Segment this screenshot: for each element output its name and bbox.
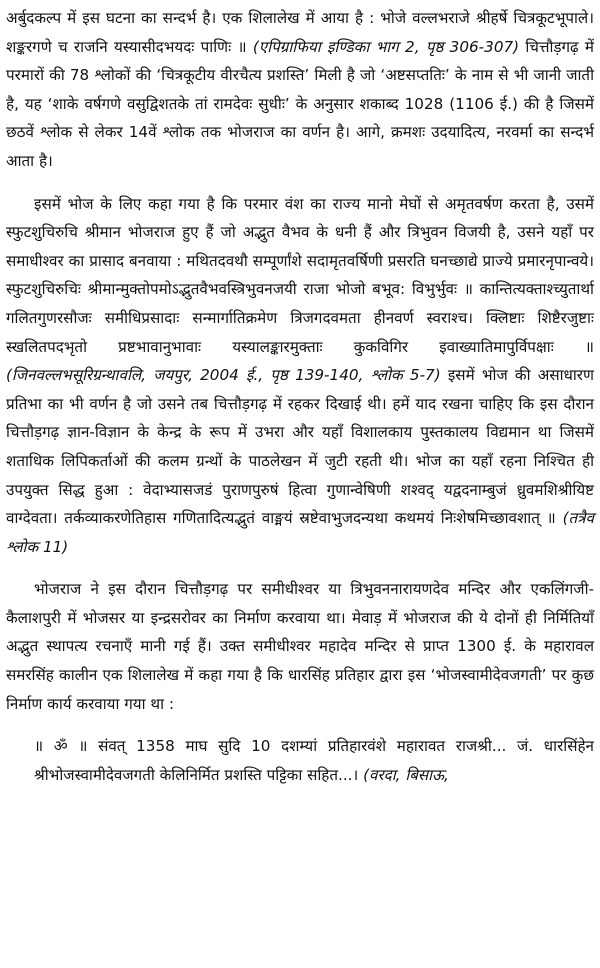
paragraph-1-text-b: चित्तौड़गढ़ में परमारों की 78 श्लोकों की ‘चित्रकूटीय वीरचैत्य प्रशस्ति’ मिली है जो ‘अष्टसप्ततिः’ के नाम से भी जानी जाती है, यह ‘शाके वर्षगणे वसुद्विशतके तां रामदेवः सुधीः’ के अनुसार शकाब्द 1028 (1106 ई.) की है जिसमें छठवें श्लोक से लेकर 14वें श्लोक तक भोजराज का वर्णन है। आगे, क्रमशः उदयादित्य, नरवर्मा का सन्दर्भ आता है। — [6, 37, 594, 170]
citation-varada: (वरदा, बिसाऊ, — [363, 765, 449, 784]
paragraph-2 — [6, 190, 594, 562]
citation-tatraiva: (तत्रैव श्लोक 11) — [6, 509, 594, 556]
paragraph-2-text-b: इसमें भोज की असाधारण प्रतिभा का भी वर्णन है जो उसने तब चित्तौड़गढ़ में रहकर दिखाई थी। हमें याद रखना चाहिए कि इस दौरान चित्तौड़गढ़ ज्ञान-विज्ञान के केन्द्र के रूप में उभरा और यहाँ विशालकाय पुस्तकालय विद्यमान था जिसमें शताधिक लिपिकर्ताओं की कलम ग्रन्थों के पाठलेखन में जुटी रहती थी। भोज का यहाँ रहना निश्चित ही उपयुक्त सिद्ध हुआ : वेदाभ्यासजडं पुराणपुरुषं हित्वा गुणान्वेषिणी शश्वद् यद्वदनाम्बुजं ध्रुवमशिश्रीयिष्ट वाग्देवता। तर्कव्याकरणेतिहास गणितादित्यद्भुतं वाङ्मयं स्रष्टेवाभुजदन्यथा कथमयं निःशेषमिच्छावशात् ॥ — [6, 366, 594, 528]
citation-jinavallabhasuri: (जिनवल्लभसूरिग्रन्थावलि, जयपुर, 2004 ई., पृष्ठ 139-140, श्लोक 5-7) — [6, 366, 441, 385]
citation-epigraphia-indica: (एपिग्राफिया इण्डिका भाग 2, पृष्ठ 306-307) — [252, 37, 520, 56]
paragraph-1-text-a: अर्बुदकल्प में इस घटना का सन्दर्भ है। एक शिलालेख में आया है : भोजे वल्लभराजे श्रीहर्षे चित्रकूटभूपाले। शङ्करगणे च राजनि यस्यासीदभयदः पाणिः ॥ — [6, 9, 594, 56]
paragraph-3-text: भोजराज ने इस दौरान चित्तौड़गढ़ पर समीधीश्वर या त्रिभुवननारायणदेव मन्दिर और एकलिंगजी-कैलाशपुरी में भोजसर या इन्द्रसरोवर का निर्माण करवाया था। मेवाड़ में भोजराज की ये दोनों ही निर्मितियाँ अद्भुत स्थापत्य रचनाएँ मानी गई हैं। उक्त समीधीश्वर महादेव मन्दिर से प्राप्त 1300 ई. के महारावल समरसिंह कालीन एक शिलालेख में कहा गया है कि धारसिंह प्रतिहार द्वारा इस ‘भोजस्वामीदेवजगती’ पर कुछ निर्माण कार्य करवाया गया था : — [6, 580, 594, 713]
paragraph-3 — [6, 575, 594, 718]
inscription-text: ॥ ॐ ॥ संवत् 1358 माघ सुदि 10 दशम्यां प्रतिहारवंशे महारावत राजश्री... जं. धारसिंहेन श्रीभोजस्वामीदेवजगती केलिनिर्मित प्रशस्ति पट्टिका सहित...। — [34, 737, 594, 784]
paragraph-2-text-a: इसमें भोज के लिए कहा गया है कि परमार वंश का राज्य मानो मेघों से अमृतवर्षण करता है, उसमें स्फुटशुचिरुचि श्रीमान भोजराज हुए हैं जो अद्भुत वैभव के धनी हैं और त्रिभुवन विजयी है, उसने यहाँ पर समाधीश्वर का प्रासाद बनवाया : मथितदवथौ सम्पूर्णांशे सदामृतवर्षिणी प्रसरति घनच्छाद्ये प्राज्ये प्रमारनृपान्वये। स्फुटशुचिरुचिः श्रीमान्मुक्तोपमोऽद्भुतवैभवस्त्रिभुवनजयी राजा भोजो बभूव: विभुर्भुवः ॥ कान्तित्यक्ताश्च्युतार्था गलितगुणरसौजः समीधिप्रसादाः सन्मार्गातिक्रमेण त्रिजगदवमता हीनवर्ण स्वराश्च। क्लिष्टाः शिष्टैरजुष्टाः स्खलितपदभृतो प्रष्टभावानुभावाः यस्यालङ्कारमुक्ताः कुकविगिर इवाख्यातिमापुर्विपक्षाः ॥ — [6, 194, 594, 356]
inscription-quote — [6, 732, 594, 789]
paragraph-1 — [6, 4, 594, 176]
